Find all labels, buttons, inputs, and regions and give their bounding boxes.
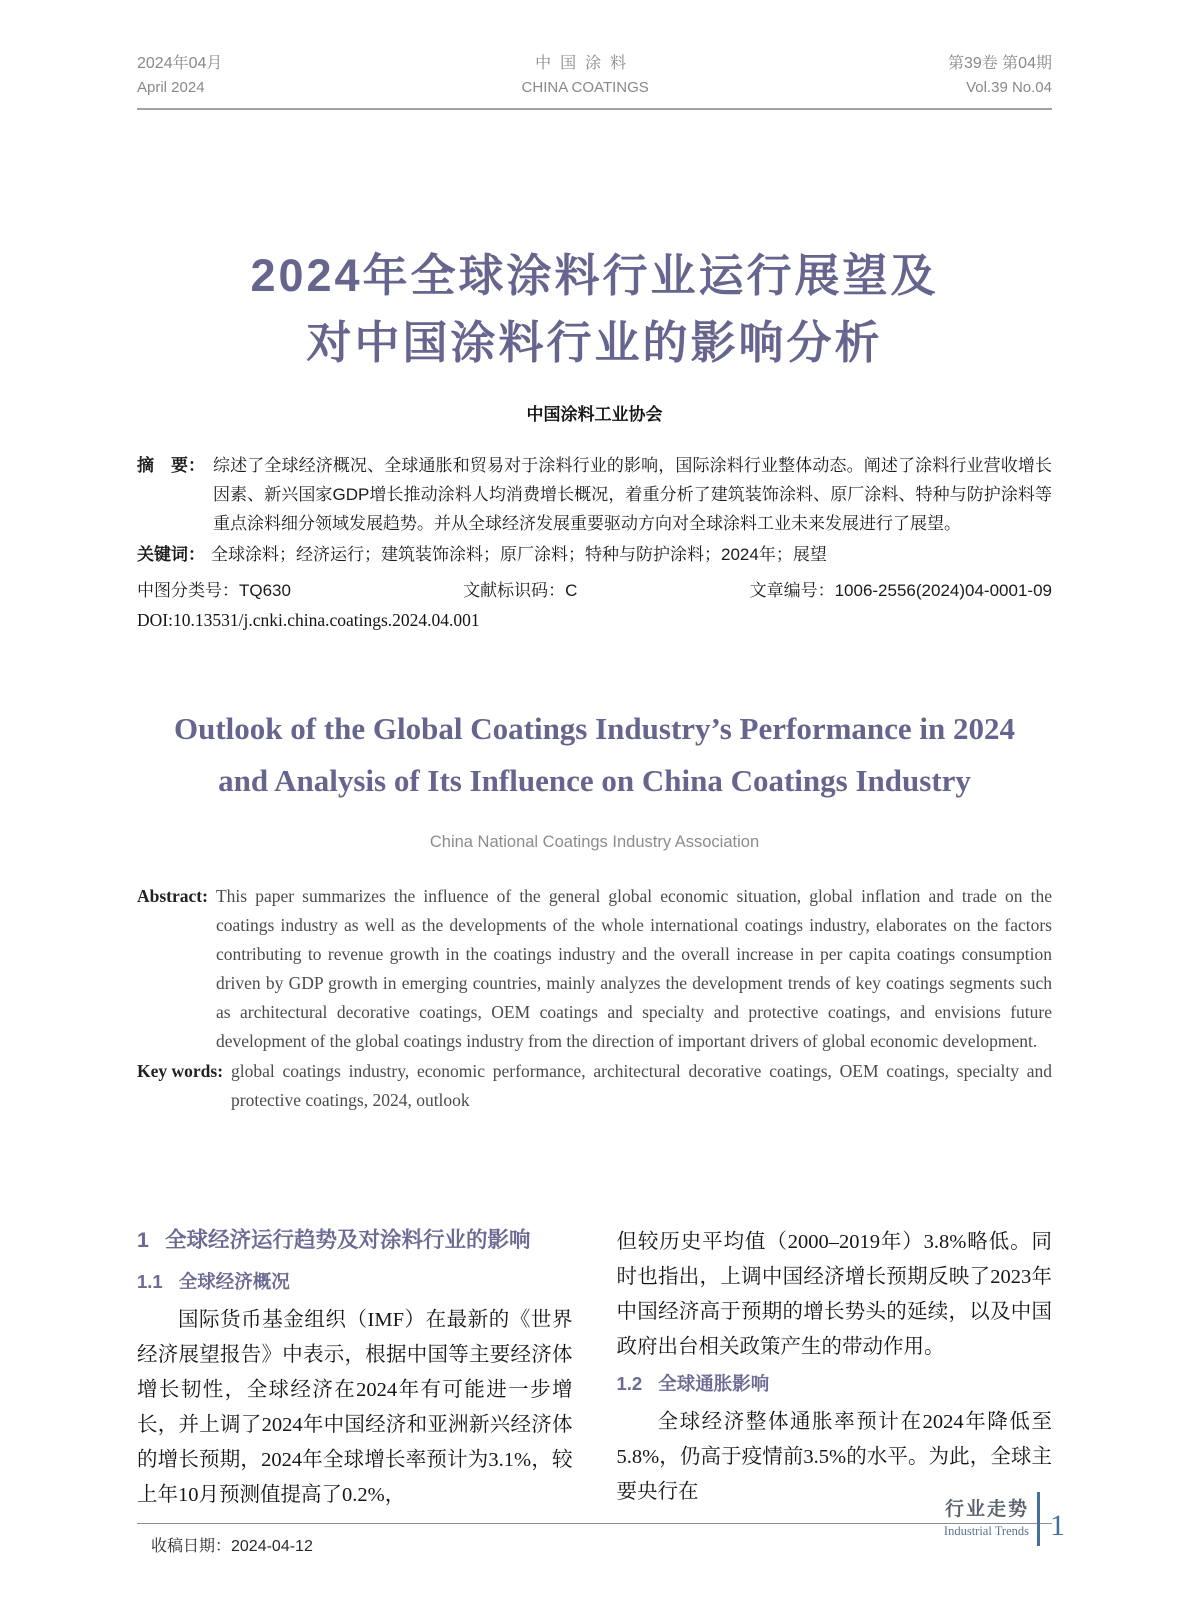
section-1-1-heading bbox=[137, 1267, 573, 1297]
keywords-en bbox=[137, 1057, 1052, 1115]
section-1-2-title: 全球通胀影响 bbox=[658, 1373, 770, 1394]
section-1-1-title: 全球经济概况 bbox=[178, 1271, 290, 1292]
article-title-zh bbox=[137, 242, 1052, 376]
abstract-en-text: This paper summarizes the influence of the general global economic situation, global inflation and trade on the coatings industry as well as the developments of the whole international coatings industry, elaborates on the factors contributing to revenue growth in the coatings industry and the overall increase in per capita coatings consumption driven by GDP growth in emerging countries, mainly analyzes the development trends of key coatings segments such as architectural decorative coatings, OEM coatings and specialty and protective coatings, and envisions future development of the global coatings industry from the direction of important drivers of global economic development. bbox=[215, 886, 1052, 1051]
article-title-zh-line2: 对中国涂料行业的影响分析 bbox=[306, 317, 883, 368]
section-1-1-number: 1.1 bbox=[137, 1271, 163, 1292]
column-brand-en: Industrial Trends bbox=[943, 1524, 1029, 1538]
body-column-right bbox=[617, 1225, 1053, 1513]
section-1-heading bbox=[137, 1225, 573, 1255]
brand-divider-bar bbox=[1037, 1492, 1040, 1546]
section-1-number: 1 bbox=[137, 1228, 149, 1252]
article-title-en: Outlook of the Global Coatings Industry’s Performance in 2024 and Analysis of Its Influence on China Coatings Industry bbox=[173, 711, 1016, 798]
abstract-en bbox=[137, 882, 1052, 1056]
clc-number: 中图分类号：TQ630 bbox=[137, 581, 291, 600]
journal-name-zh: 中国涂料 bbox=[535, 55, 636, 72]
document-code: 文献标识码：C bbox=[463, 581, 578, 600]
paragraph-1: 国际货币基金组织（IMF）在最新的《世界经济展望报告》中表示，根据中国等主要经济体增长韧性，全球经济在2024年有可能进一步增长，并上调了2024年中国经济和亚洲新兴经济体的增长预期，2024年全球增长率预计为3.1%，较上年10月预测值提高了0.2%， bbox=[137, 1309, 573, 1506]
running-head-issue bbox=[948, 52, 1052, 100]
running-head-journal bbox=[522, 52, 649, 100]
paragraph-3: 全球经济整体通胀率预计在2024年降低至5.8%，仍高于疫情前3.5%的水平。为此，全球主要央行在 bbox=[616, 1411, 1052, 1503]
body-columns bbox=[137, 1225, 1052, 1513]
article-id: 文章编号：1006-2556(2024)04-0001-09 bbox=[749, 581, 1052, 600]
section-1-2-number: 1.2 bbox=[616, 1373, 643, 1394]
abstract-en-label: Abstract: bbox=[137, 886, 208, 906]
issue-zh: 第39卷 第04期 bbox=[947, 55, 1052, 72]
page-number: 1 bbox=[1050, 1509, 1065, 1542]
author-zh: 中国涂料工业协会 bbox=[526, 405, 663, 424]
column-brand bbox=[944, 1498, 1029, 1540]
abstract-zh-label: 摘 要： bbox=[137, 456, 205, 475]
paragraph-2: 但较历史平均值（2000–2019年）3.8%略低。同时也指出，上调中国经济增长预期反映了2023年中国经济高于预期的增长势头的延续，以及中国政府出台相关政策产生的带动作用。 bbox=[616, 1231, 1052, 1358]
received-date: 收稿日期：2024-04-12 bbox=[151, 1538, 313, 1555]
column-brand-zh: 行业走势 bbox=[944, 1499, 1029, 1520]
date-en: April 2024 bbox=[137, 79, 205, 96]
issue-en: Vol.39 No.04 bbox=[966, 79, 1052, 96]
doi: DOI:10.13531/j.cnki.china.coatings.2024.04.001 bbox=[137, 610, 480, 630]
keywords-en-label: Key words: bbox=[137, 1061, 224, 1081]
journal-name-en: CHINA COATINGS bbox=[521, 79, 649, 96]
article-title-zh-line1: 2024年全球涂料行业运行展望及 bbox=[250, 250, 939, 301]
classification-row bbox=[137, 576, 1052, 601]
running-head-date bbox=[137, 52, 222, 100]
keywords-zh-label: 关键词： bbox=[137, 545, 205, 564]
author-en: China National Coatings Industry Association bbox=[429, 833, 760, 851]
section-1-title: 全球经济运行趋势及对涂料行业的影响 bbox=[164, 1228, 531, 1252]
date-zh: 2024年04月 bbox=[137, 55, 223, 72]
keywords-en-text: global coatings industry, economic performance, architectural decorative coatings, OEM coatings, specialty and protective coatings, 2024, outlook bbox=[231, 1061, 1052, 1110]
abstract-zh-text: 综述了全球经济概况、全球通胀和贸易对于涂料行业的影响，国际涂料行业整体动态。阐述了涂料行业营收增长因素、新兴国家GDP增长推动涂料人均消费增长概况，着重分析了建筑装饰涂料、原厂涂料、特种与防护涂料等重点涂料细分领域发展趋势。并从全球经济发展重要驱动方向对全球涂料工业未来发展进行了展望。 bbox=[213, 456, 1052, 533]
running-head bbox=[137, 0, 1052, 100]
abstract-zh bbox=[137, 451, 1052, 538]
body-column-left bbox=[137, 1225, 573, 1513]
keywords-zh-text: 全球涂料；经济运行；建筑装饰涂料；原厂涂料；特种与防护涂料；2024年；展望 bbox=[211, 545, 827, 564]
page-footer-brand bbox=[944, 1492, 1065, 1546]
footnote-rule bbox=[137, 1523, 1052, 1524]
keywords-zh bbox=[137, 541, 1052, 569]
section-1-2-heading bbox=[617, 1369, 1053, 1399]
header-rule bbox=[137, 108, 1052, 110]
